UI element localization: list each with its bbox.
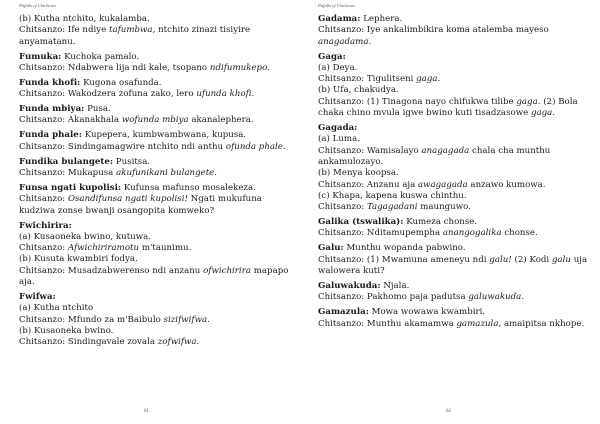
entry-term: Gamazula: bbox=[318, 307, 369, 318]
line-text: (c) Khapa, kapena kuswa chinthu. bbox=[318, 190, 467, 201]
line-text: (b) Menya koopsa. bbox=[318, 168, 399, 179]
entry-line bbox=[318, 202, 589, 213]
entry-line bbox=[19, 326, 291, 337]
line-text: Chitsanzo: Musadzabwerenso ndi anzanu bbox=[19, 265, 204, 276]
example-word: ndifumukepo. bbox=[209, 62, 270, 73]
entry-line bbox=[19, 303, 291, 314]
dictionary-entry bbox=[318, 281, 589, 304]
example-word: wofunda mbiya bbox=[121, 115, 189, 126]
example-word: sizifwifwa. bbox=[163, 314, 210, 325]
line-text: Chitsanzo: Nditamupempha bbox=[318, 228, 443, 239]
example-word: tafumbwa, bbox=[108, 25, 156, 36]
entry-line bbox=[19, 25, 291, 48]
line-text: Chitsanzo: Wamisalayo bbox=[318, 145, 422, 156]
dictionary-entry bbox=[19, 221, 291, 289]
dictionary-entry bbox=[318, 52, 589, 120]
line-text: Chitsanzo: bbox=[19, 194, 68, 205]
line-text: Chitsanzo: Iye ankalimbikira koma atalemba mayeso bbox=[318, 25, 549, 36]
dictionary-entry bbox=[19, 104, 291, 127]
line-text: uja walowera kuti? bbox=[318, 254, 588, 276]
entry-term: Fwichirira: bbox=[19, 220, 72, 231]
example-word: gaga. bbox=[416, 74, 441, 85]
entry-headline bbox=[318, 243, 589, 254]
entry-line bbox=[19, 266, 291, 289]
page-number: 61 bbox=[144, 409, 149, 414]
entry-definition: Pusa. bbox=[84, 104, 111, 115]
entry-term: Funsa ngati kupolisi: bbox=[19, 182, 122, 193]
entry-definition: Pusitsa. bbox=[113, 156, 151, 167]
entry-term: Gaga: bbox=[318, 51, 346, 62]
entry-headline bbox=[318, 217, 589, 228]
example-word: gaga. bbox=[516, 96, 541, 107]
line-text: (2) Kodi bbox=[511, 254, 552, 265]
example-word: anangogalika bbox=[442, 228, 502, 239]
line-text: Chitsanzo: Anzanu aja bbox=[318, 179, 418, 190]
line-text: anzawo kumowa. bbox=[467, 179, 546, 190]
entry-headline bbox=[19, 292, 291, 303]
entry-term: Funda phale: bbox=[19, 130, 82, 141]
line-text: (a) Deya. bbox=[318, 62, 358, 73]
entry-definition: Njala. bbox=[380, 280, 410, 291]
entry-headline bbox=[19, 157, 291, 168]
entry-headline bbox=[318, 123, 589, 134]
page-number: 62 bbox=[446, 409, 451, 414]
line-text: (a) Kusaoneka bwino, kutuwa. bbox=[19, 231, 151, 242]
entry-line bbox=[19, 194, 291, 217]
line-text: Chitsanzo: Sindingavale zovala bbox=[19, 337, 158, 348]
entry-headline bbox=[19, 52, 291, 63]
line-text: Chitsanzo: Tigulitseni bbox=[318, 74, 417, 85]
entry-line bbox=[318, 168, 589, 179]
right-page bbox=[300, 0, 600, 424]
entry-line bbox=[19, 63, 291, 74]
entry-term: Galuwakuda: bbox=[318, 280, 381, 291]
example-word: ofunda phale. bbox=[225, 141, 286, 152]
line-text: Chitsanzo: Ife ndiye bbox=[19, 25, 109, 36]
line-text: akanalephera. bbox=[188, 115, 254, 126]
entry-headline bbox=[318, 14, 589, 25]
entry-line bbox=[19, 14, 291, 25]
line-text: (b) Kutha ntchito, kukalamba. bbox=[19, 14, 150, 24]
dictionary-entry bbox=[318, 123, 589, 213]
line-text: Chitsanzo: Pakhomo paja padutsa bbox=[318, 292, 469, 303]
entry-definition: Lephera. bbox=[360, 14, 403, 24]
entry-line bbox=[19, 315, 291, 326]
line-text: (b) Kusuta kwambiri fodya. bbox=[19, 254, 138, 265]
entry-line bbox=[318, 85, 589, 96]
entry-headline bbox=[318, 307, 589, 318]
entry-line bbox=[318, 292, 589, 303]
entry-term: Funda mbiya: bbox=[19, 104, 85, 115]
entry-definition: Kugona osafunda. bbox=[80, 77, 162, 88]
entry-headline bbox=[318, 52, 589, 63]
line-text: (b) Ufa, chakudya. bbox=[318, 85, 399, 96]
example-word: gaga. bbox=[530, 108, 556, 119]
dictionary-entry bbox=[19, 292, 291, 348]
example-word: anagagada bbox=[421, 145, 470, 156]
dictionary-column bbox=[19, 14, 291, 352]
line-text: Chitsanzo: Mukapusa bbox=[19, 168, 117, 178]
entry-term: Fundika bulangete: bbox=[19, 156, 114, 167]
line-text: Chitsanzo: bbox=[19, 243, 68, 254]
line-text: chonse. bbox=[501, 228, 538, 239]
line-text: (a) Kutha ntchito bbox=[19, 303, 94, 314]
line-text: m'taunimu. bbox=[139, 243, 192, 254]
example-word: galu bbox=[551, 254, 571, 265]
line-text: (b) Kusaoneka bwino. bbox=[19, 325, 114, 336]
entry-line bbox=[19, 89, 291, 100]
entry-headline bbox=[19, 221, 291, 232]
entry-line bbox=[19, 115, 291, 126]
example-word: Osandifunsa ngati kupolisi! bbox=[67, 194, 188, 205]
entry-line bbox=[318, 319, 589, 330]
entry-headline bbox=[318, 281, 589, 292]
entry-line bbox=[19, 243, 291, 254]
line-text: Chitsanzo: Akanakhala bbox=[19, 115, 122, 126]
entry-line bbox=[19, 254, 291, 265]
entry-line bbox=[318, 97, 589, 120]
line-text: (2) Bola chaka chino mvula igwe bwino kuti tisadzasowe bbox=[318, 96, 578, 119]
line-text: Ngati mukufuna kudziwa zonse bwanji osangopita komweko? bbox=[19, 194, 262, 216]
entry-line bbox=[318, 74, 589, 85]
entry-headline bbox=[19, 183, 291, 194]
example-word: Afwichiriramotu bbox=[67, 243, 140, 254]
dictionary-entry bbox=[19, 130, 291, 153]
entry-line bbox=[19, 142, 291, 153]
line-text: Chitsanzo: Munthu akamamwa bbox=[318, 318, 457, 329]
entry-line bbox=[19, 232, 291, 243]
line-text: ntchito zinazi tisiyire anyamatanu. bbox=[19, 25, 251, 47]
entry-line bbox=[318, 255, 589, 278]
line-text: Chitsanzo: bbox=[318, 202, 367, 213]
entry-line bbox=[318, 63, 589, 74]
entry-definition: Kumeza chonse. bbox=[403, 217, 478, 228]
entry-headline bbox=[19, 130, 291, 141]
example-word: ofwichirira bbox=[203, 265, 251, 276]
line-text: Chitsanzo: (1) Mwamuna ameneyu ndi bbox=[318, 254, 490, 265]
dictionary-entry bbox=[19, 78, 291, 101]
dictionary-entry bbox=[19, 157, 291, 180]
entry-line bbox=[318, 228, 589, 239]
example-word: Tagagadani bbox=[366, 202, 418, 213]
entry-term: Fwifwa: bbox=[19, 292, 56, 303]
dictionary-entry bbox=[318, 307, 589, 330]
entry-line bbox=[19, 337, 291, 348]
example-word: anagadama. bbox=[318, 36, 372, 47]
example-word: zofwifwa. bbox=[157, 337, 200, 348]
entry-term: Funda khofi: bbox=[19, 77, 81, 88]
entry-line bbox=[318, 146, 589, 169]
entry-headline bbox=[19, 78, 291, 89]
line-text: mapapo aja. bbox=[19, 265, 289, 288]
entry-definition: Munthu wopanda pabwino. bbox=[343, 243, 466, 254]
entry-headline bbox=[19, 104, 291, 115]
line-text: maunguwo. bbox=[417, 202, 471, 213]
dictionary-entry bbox=[19, 14, 291, 48]
line-text: chala cha munthu ankamulozayo. bbox=[318, 145, 551, 167]
entry-line bbox=[318, 134, 589, 145]
entry-line bbox=[318, 191, 589, 202]
entry-line bbox=[318, 180, 589, 191]
line-text: Chitsanzo: Mfundo za m'Baibulo bbox=[19, 314, 164, 325]
running-header: Pitfalls of Chichewa bbox=[19, 3, 56, 8]
entry-term: Galika (tswalika): bbox=[318, 217, 404, 228]
line-text: Chitsanzo: Ndabwera lija ndi kale, tsopano bbox=[19, 62, 210, 73]
example-word: awagagada bbox=[418, 179, 468, 190]
dictionary-entry bbox=[318, 14, 589, 48]
entry-definition: Kufunsa mafunso mosalekeza. bbox=[121, 182, 256, 193]
entry-term: Galu: bbox=[318, 243, 344, 254]
example-word: akufunikani bulangete. bbox=[116, 168, 218, 178]
entry-line bbox=[19, 168, 291, 179]
running-header: Pitfalls of Chichewa bbox=[318, 3, 355, 8]
dictionary-entry bbox=[318, 243, 589, 277]
line-text: amaipitsa nkhope. bbox=[501, 318, 585, 329]
example-word: gamazula, bbox=[456, 318, 502, 329]
dictionary-entry bbox=[19, 52, 291, 75]
entry-term: Gagada: bbox=[318, 123, 358, 134]
line-text: Chitsanzo: Sindingamagwire ntchito ndi anthu bbox=[19, 141, 226, 152]
dictionary-entry bbox=[318, 217, 589, 240]
example-word: ufunda khofi. bbox=[196, 89, 255, 100]
line-text: Chitsanzo: Wakodzera zofuna zako, lero bbox=[19, 89, 197, 100]
example-word: galu! bbox=[489, 254, 512, 265]
entry-definition: Kupepera, kumbwambwana, kupusa. bbox=[82, 130, 247, 141]
entry-term: Fumuka: bbox=[19, 51, 62, 62]
entry-term: Gadama: bbox=[318, 14, 361, 24]
entry-line bbox=[318, 25, 589, 48]
line-text: Chitsanzo: (1) Tinagona nayo chifukwa tilibe bbox=[318, 96, 517, 107]
entry-definition: Mowa wowawa kwambiri. bbox=[368, 307, 486, 318]
dictionary-entry bbox=[19, 183, 291, 217]
example-word: galuwakuda. bbox=[468, 292, 525, 303]
entry-definition: Kuchoka pamalo. bbox=[61, 51, 140, 62]
line-text: (a) Luma. bbox=[318, 134, 360, 145]
dictionary-column bbox=[318, 14, 589, 334]
